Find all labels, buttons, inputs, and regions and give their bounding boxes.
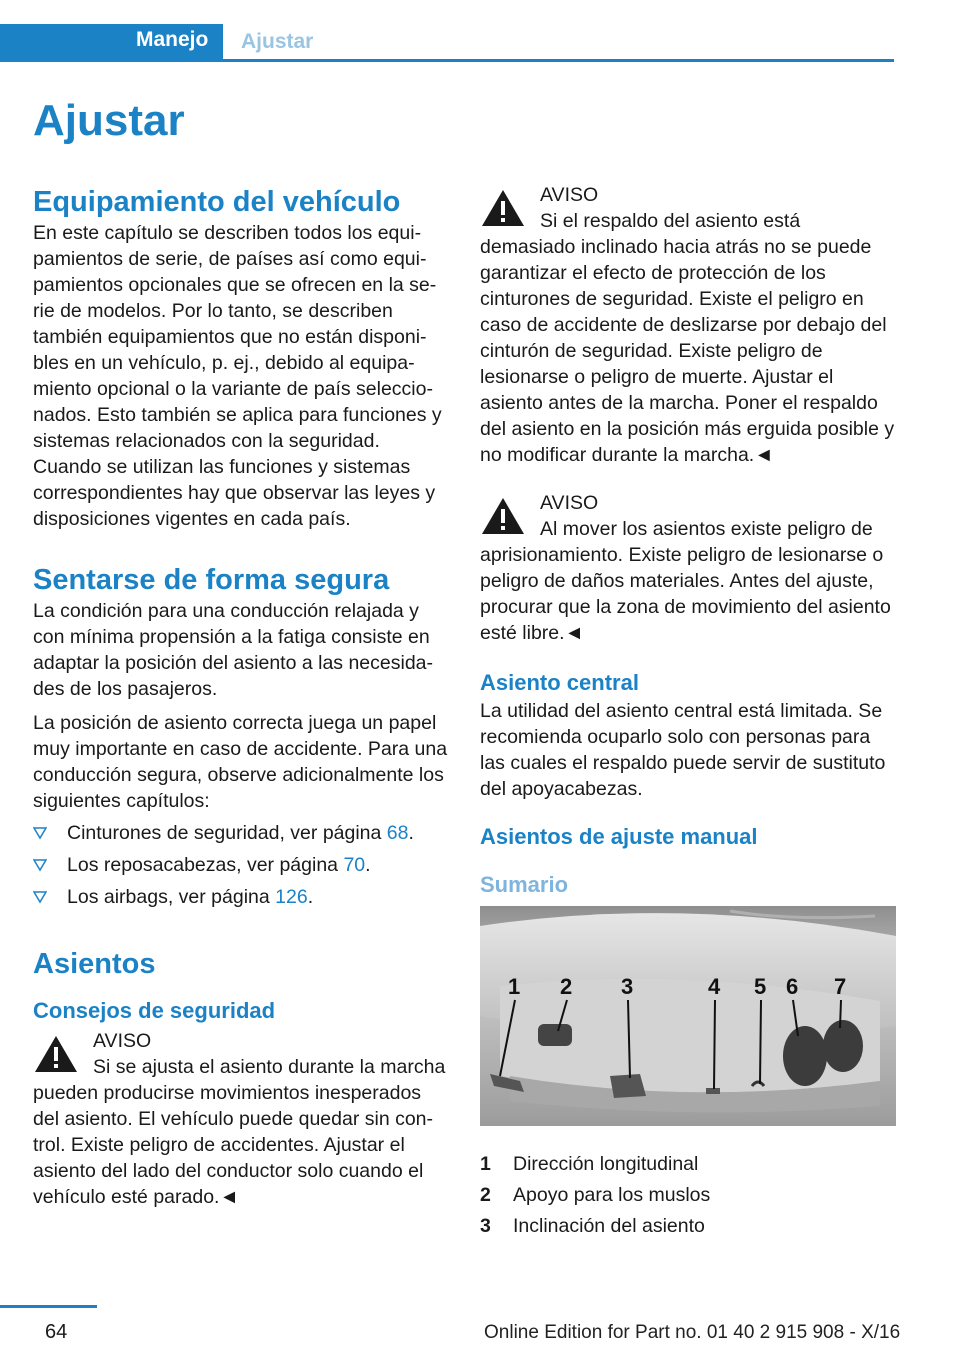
footer-rule xyxy=(0,1305,97,1308)
edition-footer: Online Edition for Part no. 01 40 2 915 908 - X/16 xyxy=(484,1322,901,1343)
list-item: Cinturones de seguridad, ver página 68. xyxy=(33,820,449,846)
warning-icon xyxy=(480,496,526,536)
page-link-68[interactable]: 68 xyxy=(386,822,409,844)
legend-item xyxy=(480,1213,896,1239)
subheading-asiento-central: Asiento central xyxy=(480,670,639,695)
chapter-list xyxy=(33,820,449,910)
triangle-bullet-icon xyxy=(33,890,47,904)
legend-number: 1 xyxy=(480,1153,491,1175)
right-column xyxy=(480,182,896,1244)
warning-icon xyxy=(480,188,526,228)
warning-text: Si se ajusta el asiento durante la marcha pueden producirse movimientos inesperados del asiento. El vehículo puede quedar sin control. Existe peligro de accidentes. Ajustar el asiento del lado del conductor solo cuando el vehículo esté parado.◄ xyxy=(33,1056,446,1208)
header-bar xyxy=(0,24,894,62)
section-body-equipamiento: En este capítulo se describen todos los equipamientos de serie, de países así como equipamientos opcionales que se ofrecen en la serie de modelos. Por lo tanto, se describen también equipamientos que no están disponibles en un vehículo, p. ej., debido al equipamiento opcional o la variante de país seleccionados. Esto también se aplica para funciones y sistemas relacionados con la seguridad. Cuando se utilizan las funciones y sistemas correspondientes hay que observar las leyes y disposiciones vigentes en cada país. xyxy=(33,222,442,530)
legend-text: Inclinación del asiento xyxy=(513,1215,705,1237)
tab-manejo[interactable]: Manejo xyxy=(136,28,209,51)
subheading-consejos: Consejos de seguridad xyxy=(33,998,276,1023)
warning-text: Si el respaldo del asiento está demasiado inclinado hacia atrás no se puede garantizar el efecto de protección de los cinturones de seguridad. Existe el peligro en caso de accidente de deslizarse por debajo del cinturón de seguridad. Existe peligro de lesionarse o peligro de muerte. Ajustar el asiento antes de la marcha. Poner el respaldo del asiento en la posición más erguida posible y no modificar durante la marcha.◄ xyxy=(480,210,895,466)
warning-block xyxy=(480,182,896,468)
legend-number: 2 xyxy=(480,1184,491,1206)
photo-legend xyxy=(480,1151,896,1239)
header-rule xyxy=(223,59,894,62)
warning-block xyxy=(480,490,896,646)
triangle-bullet-icon xyxy=(33,826,47,840)
warning-icon xyxy=(33,1034,79,1074)
warning-block xyxy=(33,1028,449,1210)
callout-label: 4 xyxy=(708,974,721,999)
callout-label: 3 xyxy=(621,974,634,999)
triangle-bullet-icon xyxy=(33,858,47,872)
legend-item xyxy=(480,1151,896,1177)
warning-label: AVISO xyxy=(540,184,599,206)
section-body-sentarse-1: La condición para una conducción relajada y con mínima propensión a la fatiga consiste en adaptar la posición del asiento a las necesidades de los pasajeros. xyxy=(33,600,434,700)
seat-controls-photo xyxy=(480,906,896,1126)
callout-label: 7 xyxy=(834,974,847,999)
tab-ajustar[interactable]: Ajustar xyxy=(241,30,314,53)
legend-item xyxy=(480,1182,896,1208)
page-link-126[interactable]: 126 xyxy=(275,886,308,908)
warning-label: AVISO xyxy=(93,1030,152,1052)
legend-text: Apoyo para los muslos xyxy=(513,1184,711,1206)
page-number: 64 xyxy=(45,1321,68,1343)
asiento-central-text: La utilidad del asiento central está limitada. Se recomienda ocuparlo solo con personas para las cuales el respaldo puede servir de sustituto del apoyacabezas. xyxy=(480,700,886,800)
legend-text: Dirección longitudinal xyxy=(513,1153,699,1175)
section-heading-sentarse: Sentarse de forma segura xyxy=(33,564,390,596)
list-item: Los airbags, ver página 126. xyxy=(33,884,449,910)
section-body-sentarse-2: La posición de asiento correcta juega un papel muy importante en caso de accidente. Para una conducción segura, observe adicionalmente los siguientes capítulos: xyxy=(33,712,448,812)
subheading-ajuste-manual: Asientos de ajuste manual xyxy=(480,824,758,849)
callout-label: 2 xyxy=(560,974,573,999)
subheading-sumario: Sumario xyxy=(480,872,569,897)
warning-text: Al mover los asientos existe peligro de aprisionamiento. Existe peligro de lesionarse o peligro de daños materiales. Antes del ajuste, procurar que la zona de movimiento del asiento esté libre.◄ xyxy=(480,518,891,644)
page-title: Ajustar xyxy=(33,96,185,145)
callout-label: 5 xyxy=(754,974,767,999)
callout-label: 1 xyxy=(508,974,521,999)
section-heading-asientos: Asientos xyxy=(33,948,156,980)
page-link-70[interactable]: 70 xyxy=(343,854,366,876)
list-item: Los reposacabezas, ver página 70. xyxy=(33,852,449,878)
legend-number: 3 xyxy=(480,1215,491,1237)
section-heading-equipamiento: Equipamiento del vehículo xyxy=(33,186,401,218)
warning-label: AVISO xyxy=(540,492,599,514)
callout-label: 6 xyxy=(786,974,799,999)
left-column xyxy=(33,182,449,1210)
